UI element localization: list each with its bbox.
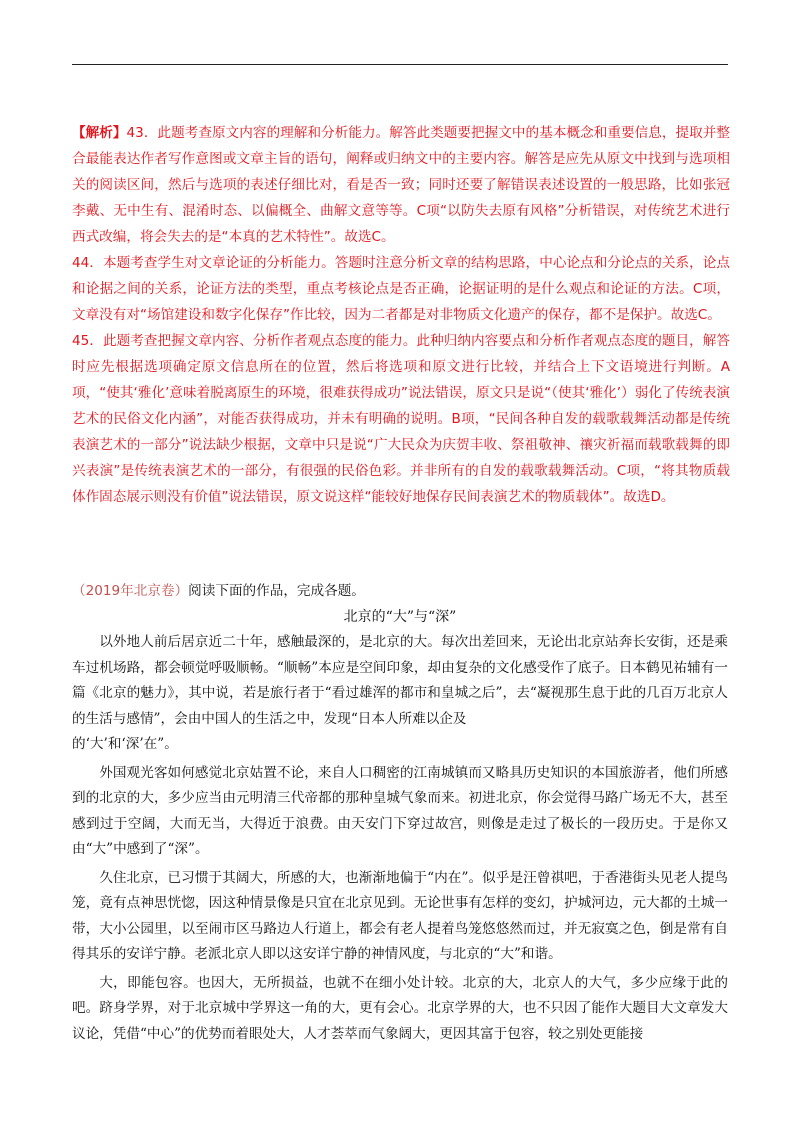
passage-body xyxy=(72,630,728,1050)
passage-paragraph-4: 大，即能包容。也因大，无所损益，也就不在细小处计较。北京的大，北京人的大气，多少应缘于此的吧。跻身学界，对于北京城中学界这一角的大，更有会心。北京学界的大，也不只因了能作大题目大文章发大议论，凭借“中心”的优势而着眼处大，人才荟萃而气象阔大，更因其富于包容，较之别处更能接 xyxy=(72,974,728,1042)
passage-paragraph-2: 外国观光客如何感觉北京姑置不论，来自人口稠密的江南城镇而又略具历史知识的本国旅游者，他们所感到的北京的大，多少应当由元明清三代帝都的那种皇城气象而来。初进北京，你会觉得马路广场无不大，甚至感到过于空阔，大而无当，大得近于浪费。由天安门下穿过故宫，则像是走过了极长的一段历史。于是你又由“大”中感到了“深”。 xyxy=(72,764,728,857)
analysis-44: 44．本题考查学生对文章论证的分析能力。答题时注意分析文章的结构思路，中心论点和分论点的关系，论点和论据之间的关系，论证方法的类型，重点考核论点是否正确，论据证明的是什么观点和论证的方法。C项，文章没有对“场馆建设和数字化保存”作比较，因为二者都是对非物质文化遗产的保存，都不是保护。故选C。 xyxy=(72,255,730,323)
passage-instruction: 阅读下面的作品，完成各题。 xyxy=(188,583,365,599)
passage-source: （2019年北京卷） xyxy=(72,583,189,599)
analysis-section xyxy=(72,120,730,510)
header-rule xyxy=(72,64,728,65)
passage-title: 北京的“大”与“深” xyxy=(343,609,457,625)
passage-intro xyxy=(72,578,730,604)
passage-paragraph-1: 以外地人前后居京近二十年，感触最深的，是北京的大。每次出差回来，无论出北京站奔长安街，还是乘车过机场路，都会顿觉呼吸顺畅。“顺畅”本应是空间印象，却由复杂的文化感受作了底子。日本鹤见祐辅有一篇《北京的魅力》，其中说，若是旅行者于“看过雄浑的都市和皇城之后”，去“凝视那生息于此的几百万北京人的生活与感情”，会由中国人的生活之中，发现“日本人所难以企及 xyxy=(72,634,728,727)
analysis-43 xyxy=(72,120,730,250)
analysis-43-text: 43．此题考查原文内容的理解和分析能力。解答此类题要把握文中的基本概念和重要信息，提取并整合最能表达作者写作意图或文章主旨的语句，阐释或归纳文中的主要内容。解答是应先从原文中找到与选项相关的阅读区间，然后与选项的表述仔细比对，看是否一致；同时还要了解错误表述设置的一般思路，比如张冠李戴、无中生有、混淆时态、以偏概全、曲解文意等等。C项“以防失去原有风格”分析错误，对传统艺术进行西式改编，将会失去的是“本真的艺术特性”。故选C。 xyxy=(72,125,731,245)
passage-paragraph-1-end: 的‘大’和‘深’在”。 xyxy=(72,736,178,752)
analysis-tag: 【解析】 xyxy=(72,125,127,141)
passage-paragraph-3: 久住北京，已习惯于其阔大，所感的大，也渐渐地偏于“内在”。似乎是汪曾祺吧，于香港街头见老人提鸟笼，竟有点神思恍惚，因这种情景像是只宜在北京见到。无论世事有怎样的变幻，护城河边，元大都的土城一带，大小公园里，以至闹市区马路边人行道上，都会有老人提着鸟笼悠悠然而过，并无寂寞之色，倒是常有自得其乐的安详宁静。老派北京人即以这安详宁静的神情风度，与北京的“大”和谐。 xyxy=(72,869,728,962)
analysis-45: 45．此题考查把握文章内容、分析作者观点态度的能力。此种归纳内容要点和分析作者观点态度的题目，解答时应先根据选项确定原文信息所在的位置，然后将选项和原文进行比较，并结合上下文语境进行判断。A项，“使其‘雅化’意味着脱离原生的环境，很难获得成功”说法错误，原文只是说“（使其‘雅化’）弱化了传统表演艺术的民俗文化内涵”，对能否获得成功，并未有明确的说明。B项，“民间各种自发的载歌载舞活动都是传统表演艺术的一部分”说法缺少根据，文章中只是说“广大民众为庆贺丰收、祭祖敬神、禳灾祈福而载歌载舞的即兴表演”是传统表演艺术的一部分，有很强的民俗色彩。并非所有的自发的载歌载舞活动。C项，“将其物质载体作固态展示则没有价值”说法错误，原文说这样“能较好地保存民间表演艺术的物质载体”。故选D。 xyxy=(72,333,730,505)
